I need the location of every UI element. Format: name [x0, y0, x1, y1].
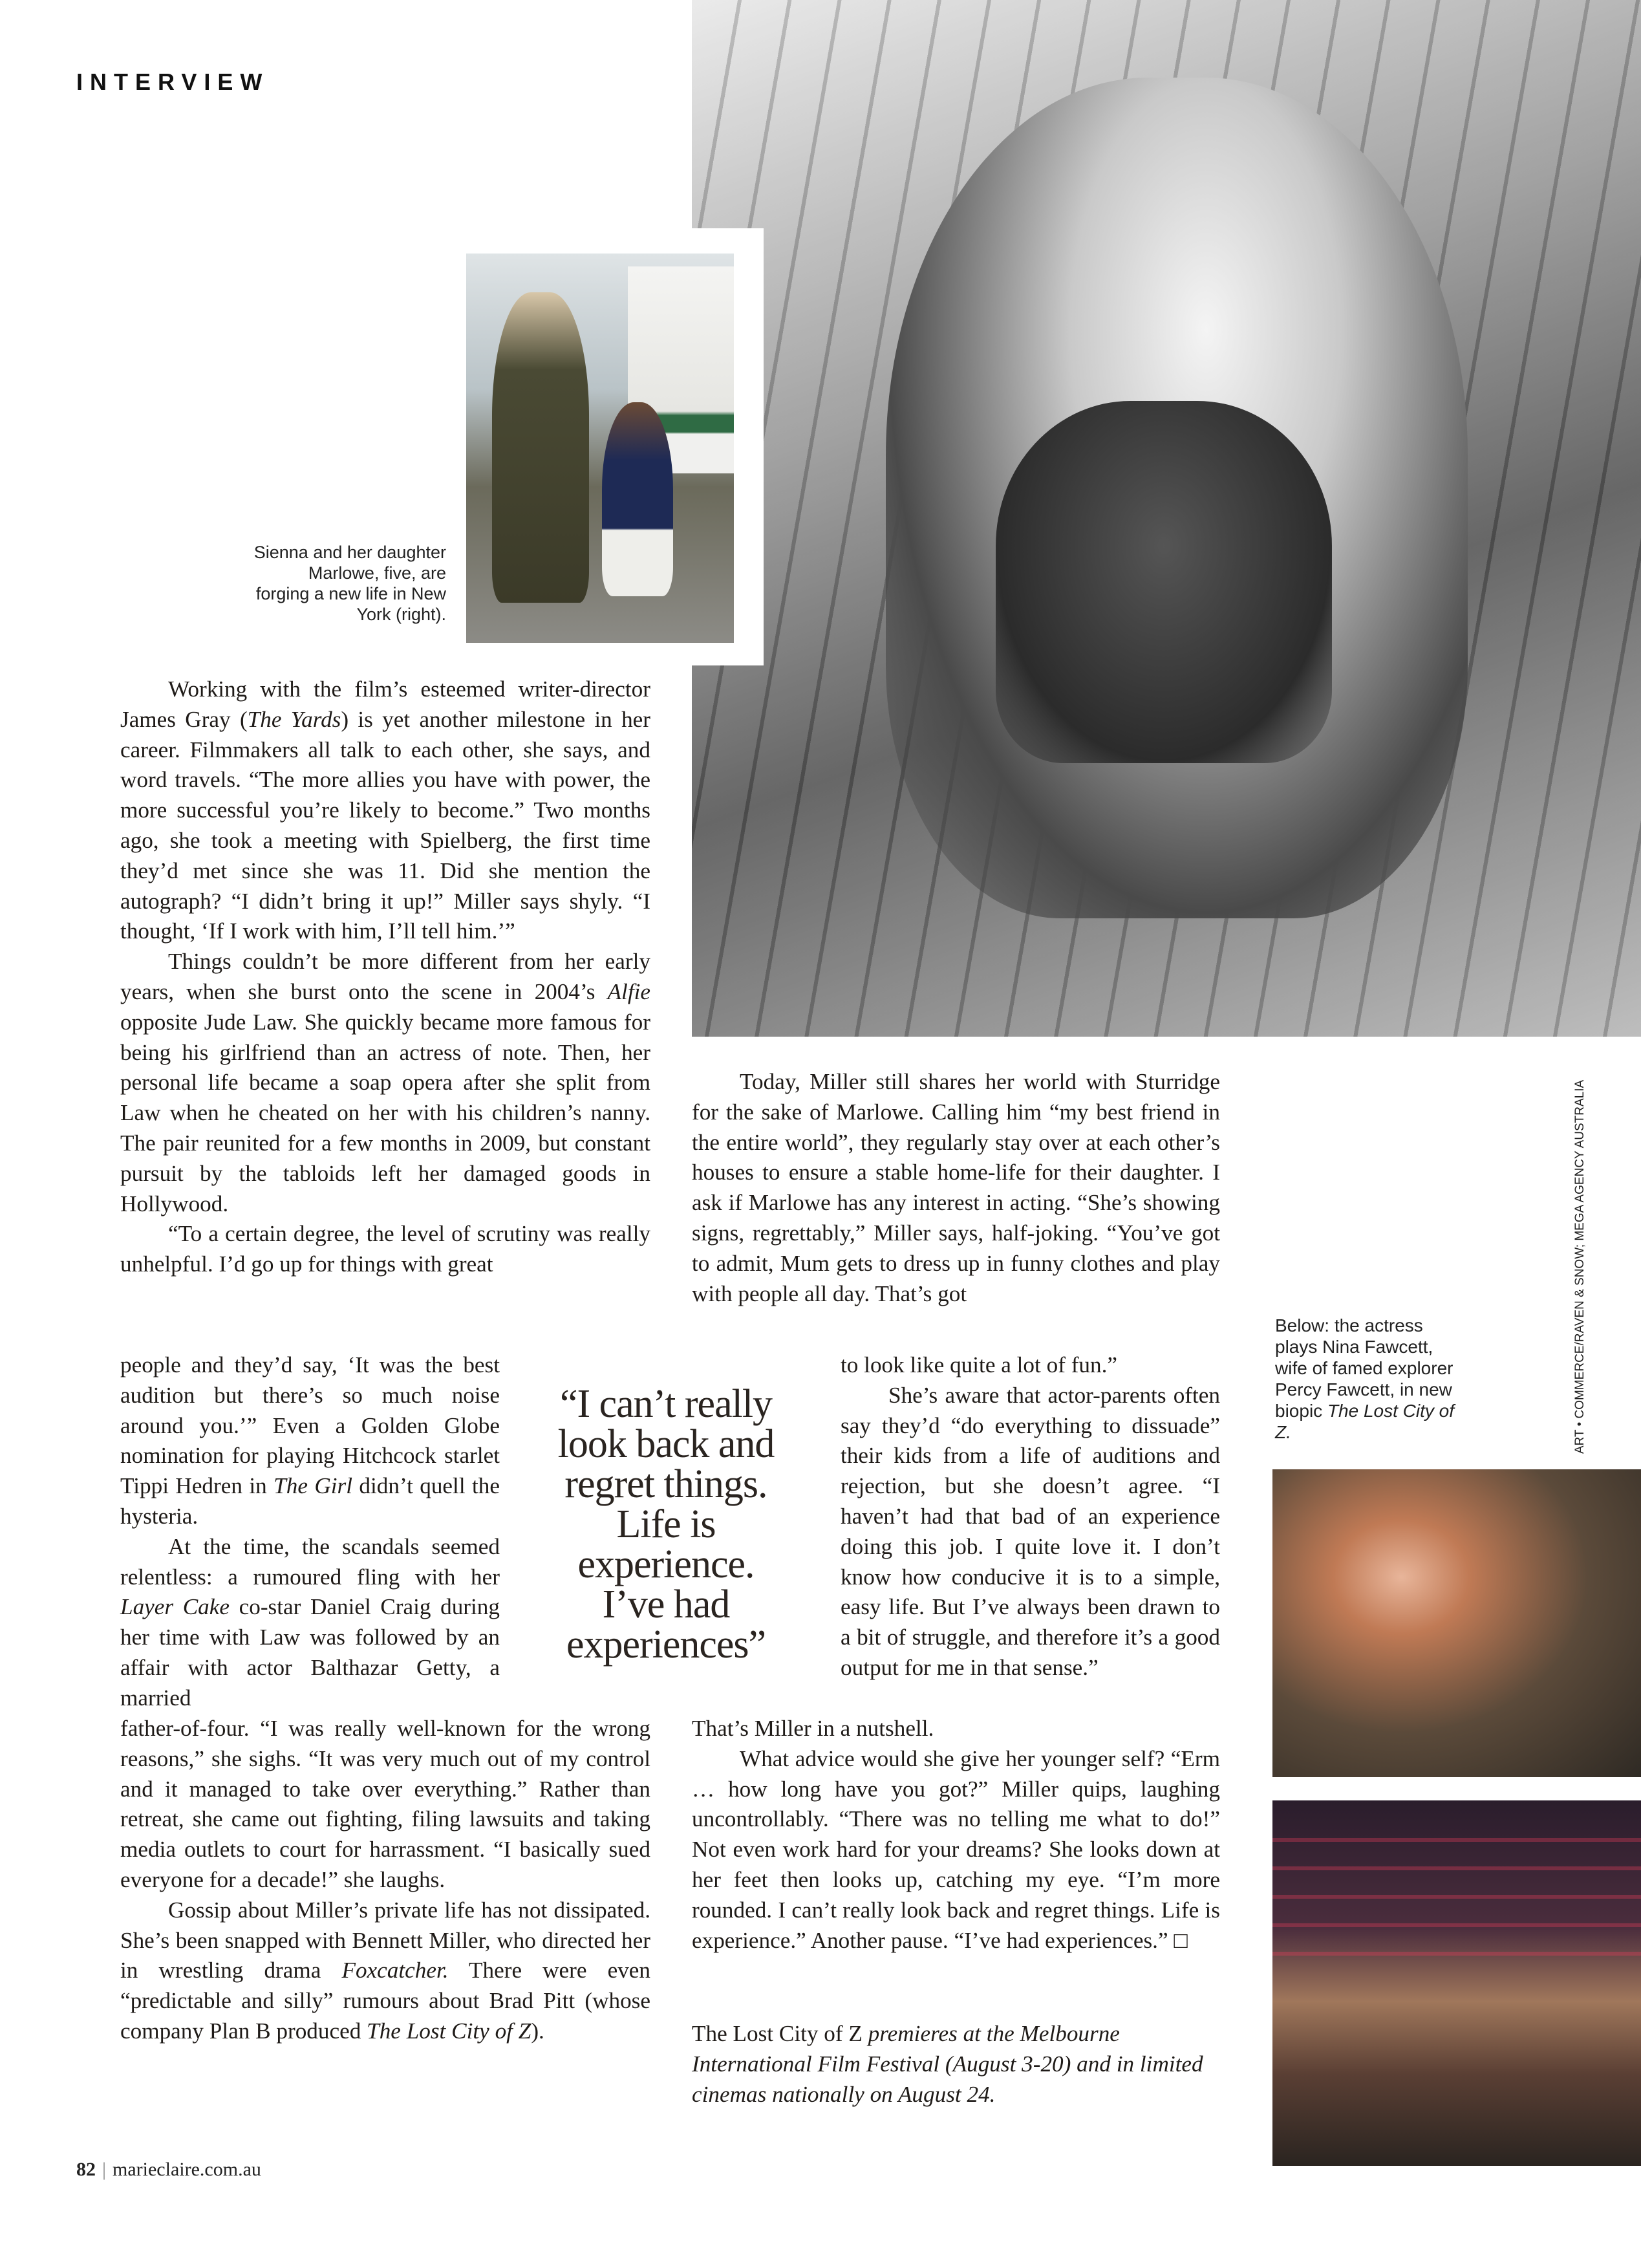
article-column-2-narrow [841, 1350, 1220, 1683]
paragraph: Things couldn’t be more different from her early years, when she burst onto the scene in 2004’s Alfie opposite Jude Law. She quickly became more famous for being his girlfriend than an actress of note. Then, her personal life became a soap opera after she split from Law when he cheated on her with his children’s nanny. The pair reunited for a few months in 2009, but constant pursuit by the tabloids left her damaged goods in Hollywood. [120, 949, 650, 1216]
section-label: INTERVIEW [76, 69, 270, 95]
film-still-cloche-hat [1272, 1800, 1641, 2166]
photo-credit: ART • COMMERCE/RAVEN & SNOW; MEGA AGENCY AUSTRALIA [1573, 1079, 1587, 1454]
paragraph: father-of-four. “I was really well-known for the wrong reasons,” she sighs. “It was very much out of my control and it managed to take over everything.” Rather than retreat, she came out fighting, filing lawsuits and taking media outlets to court for harrassment. “I basically sued everyone for a decade!” she laughs. [120, 1716, 650, 1892]
inset-photo-street [466, 254, 734, 643]
article-column-1-narrow [120, 1350, 500, 1714]
paragraph: Working with the film’s esteemed writer-director James Gray (The Yards) is yet another milestone in her career. Filmmakers all talk to each other, she says, and word travels. “The more allies you have with power, the more successful you’re likely to become.” Two months ago, she took a meeting with Spielberg, the first time they’d met since she was 11. Did she mention the autograph? “I didn’t bring it up!” Miller says shyly. “I thought, ‘If I work with him, I’ll tell him.’” [120, 676, 650, 944]
article-column-2-top [692, 1067, 1220, 1309]
inset-photo-caption: Sienna and her daughter Marlowe, five, are forging a new life in New York (right). [253, 543, 446, 624]
article-column-2-bottom [692, 1714, 1220, 1956]
paragraph: What advice would she give her younger self? “Erm … how long have you got?” Miller quips, laughing uncontrollably. “There was no telling me what to do!” Not even work hard for your dreams? She looks down at her feet then looks up, catching my eye. “I’m more rounded. I can’t really look back and regret things. Life is experience.” Another pause. “I’ve had experiences.” □ [692, 1745, 1220, 1953]
page-footer: 82 | marieclaire.com.au [76, 2159, 261, 2180]
main-photo-mother-daughter [692, 0, 1641, 1037]
film-still-hat-and-boy [1272, 1469, 1641, 1777]
paragraph: to look like quite a lot of fun.” [841, 1352, 1118, 1377]
paragraph: That’s Miller in a nutshell. [692, 1716, 934, 1741]
paragraph: At the time, the scandals seemed relentless: a rumoured fling with her Layer Cake co-star Daniel Craig during her time with Law was followed by an affair with actor Balthazar Getty, a married [120, 1533, 500, 1711]
paragraph: Today, Miller still shares her world with Sturridge for the sake of Marlowe. Calling him “my best friend in the entire world”, they regularly stay over at each other’s houses to ensure a stable home-life for their daughter. I ask if Marlowe has any interest in acting. “She’s showing signs, regrettably,” Miller says, half-joking. “You’ve got to admit, Mum gets to dress up in funny clothes and play with people all day. That’s got [692, 1069, 1220, 1306]
paragraph: She’s aware that actor-parents often say they’d “do everything to dissuade” their kids from a life of auditions and rejection, but she doesn’t agree. “I haven’t had that bad of an experience doing this job. I quite love it. I don’t know how conducive it is to a simple, easy life. But I’ve always been drawn to a bit of struggle, and therefore it’s a good output for me in that sense.” [841, 1382, 1220, 1680]
page-number: 82 [76, 2159, 96, 2180]
premiere-footnote: The Lost City of Z premieres at the Melbourne International Film Festival (August 3-20) and in limited cinemas nationally on August 24. [692, 2021, 1203, 2107]
paragraph: “To a certain degree, the level of scrutiny was really unhelpful. I’d go up for things with great [120, 1221, 650, 1277]
paragraph: Gossip about Miller’s private life has not dissipated. She’s been snapped with Bennett Miller, who directed her in wrestling drama Foxcatcher. There were even “predictable and silly” rumours about Brad Pitt (whose company Plan B produced The Lost City of Z). [120, 1897, 650, 2044]
article-column-1-bottom [120, 1714, 650, 2047]
article-column-1-top [120, 675, 650, 1280]
film-still-caption: Below: the actress plays Nina Fawcett, wife of famed explorer Percy Fawcett, in new biopic The Lost City of Z. [1275, 1315, 1455, 1442]
paragraph: people and they’d say, ‘It was the best audition but there’s so much noise around you.’” Even a Golden Globe nomination for playing Hitchcock starlet Tippi Hedren in The Girl didn’t quell the hysteria. [120, 1352, 500, 1529]
pull-quote: “I can’t really look back and regret things. Life is experience. I’ve had experiences” [557, 1382, 775, 1667]
website-link[interactable]: marieclaire.com.au [113, 2159, 261, 2180]
